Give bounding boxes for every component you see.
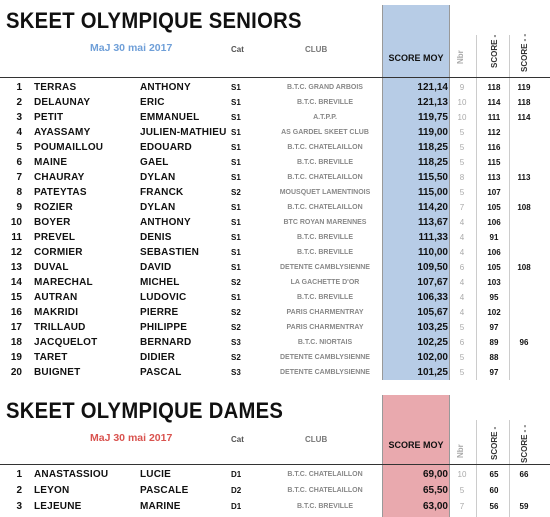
score-cell: 110,00 bbox=[417, 247, 448, 258]
nbr-cell: 7 bbox=[459, 203, 465, 212]
last-name-cell: LEJEUNE bbox=[34, 501, 82, 512]
score-cell: 109,50 bbox=[417, 262, 448, 273]
rank-cell: 3 bbox=[16, 112, 22, 123]
score1-cell: 103 bbox=[487, 278, 501, 287]
category-cell: S2 bbox=[231, 353, 241, 362]
rank-cell: 17 bbox=[10, 322, 22, 333]
nbr-cell: 10 bbox=[457, 470, 467, 479]
category-cell: S1 bbox=[231, 98, 241, 107]
club-cell: B.T.C. BREVILLE bbox=[296, 159, 353, 166]
score1-cell: 97 bbox=[489, 368, 499, 377]
score-cell: 113,67 bbox=[417, 217, 448, 228]
score-cell: 105,67 bbox=[417, 307, 448, 318]
first-name-cell: ERIC bbox=[140, 97, 165, 108]
score1-cell: 56 bbox=[489, 502, 499, 511]
last-name-cell: AUTRAN bbox=[34, 292, 78, 303]
update-date: MaJ 30 mai 2017 bbox=[90, 42, 173, 54]
club-cell: B.T.C. BREVILLE bbox=[296, 503, 353, 510]
table-row bbox=[0, 499, 550, 514]
score1-cell: 60 bbox=[489, 486, 499, 495]
first-name-cell: DIDIER bbox=[140, 352, 176, 363]
rank-cell: 13 bbox=[10, 262, 22, 273]
score-cell: 101,25 bbox=[417, 367, 448, 378]
score-cell: 69,00 bbox=[422, 469, 448, 480]
score-cell: 119,00 bbox=[417, 127, 448, 138]
first-name-cell: LUCIE bbox=[140, 469, 171, 480]
score1-cell: 88 bbox=[489, 353, 499, 362]
nbr-cell: 4 bbox=[459, 308, 465, 317]
score1-cell: 118 bbox=[487, 83, 501, 92]
category-cell: S1 bbox=[231, 143, 241, 152]
nbr-header: Nbr bbox=[456, 50, 465, 64]
score-cell: 102,25 bbox=[417, 337, 448, 348]
rank-cell: 12 bbox=[10, 247, 22, 258]
score1-cell: 91 bbox=[489, 233, 499, 242]
score2-cell: 114 bbox=[517, 113, 531, 122]
category-cell: S1 bbox=[231, 218, 241, 227]
club-cell: BTC ROYAN MARENNES bbox=[283, 219, 367, 226]
rank-cell: 3 bbox=[16, 501, 22, 512]
score-cell: 63,00 bbox=[422, 501, 448, 512]
category-cell: S3 bbox=[231, 368, 241, 377]
club-cell: B.T.C. BREVILLE bbox=[296, 249, 353, 256]
score1-cell: 102 bbox=[487, 308, 501, 317]
category-cell: D1 bbox=[231, 470, 242, 479]
score-cell: 119,75 bbox=[417, 112, 448, 123]
header-divider bbox=[0, 464, 550, 465]
score-cell: 107,67 bbox=[417, 277, 448, 288]
score1-cell: 116 bbox=[487, 143, 501, 152]
score2-cell: 118 bbox=[517, 98, 531, 107]
club-cell: DETENTE CAMBLYSIENNE bbox=[280, 264, 370, 271]
last-name-cell: CORMIER bbox=[34, 247, 83, 258]
last-name-cell: DUVAL bbox=[34, 262, 69, 273]
nbr-cell: 6 bbox=[459, 338, 465, 347]
score2-cell: 113 bbox=[517, 173, 531, 182]
last-name-cell: PREVEL bbox=[34, 232, 76, 243]
first-name-cell: EDOUARD bbox=[140, 142, 192, 153]
nbr-cell: 5 bbox=[459, 158, 465, 167]
nbr-cell: 5 bbox=[459, 368, 465, 377]
score2-cell: 108 bbox=[517, 263, 531, 272]
category-cell: S1 bbox=[231, 263, 241, 272]
table-row bbox=[0, 483, 550, 498]
score2-cell: 108 bbox=[517, 203, 531, 212]
score1-cell: 111 bbox=[487, 113, 501, 122]
first-name-cell: DYLAN bbox=[140, 202, 176, 213]
last-name-cell: JACQUELOT bbox=[34, 337, 98, 348]
nbr-cell: 5 bbox=[459, 486, 465, 495]
club-cell: DETENTE CAMBLYSIENNE bbox=[280, 369, 370, 376]
club-header: CLUB bbox=[305, 45, 328, 54]
score-cell: 106,33 bbox=[417, 292, 448, 303]
first-name-cell: DAVID bbox=[140, 262, 172, 273]
nbr-cell: 5 bbox=[459, 353, 465, 362]
first-name-cell: MICHEL bbox=[140, 277, 180, 288]
rank-cell: 4 bbox=[16, 127, 22, 138]
rank-cell: 2 bbox=[16, 485, 22, 496]
rank-cell: 20 bbox=[10, 367, 22, 378]
first-name-cell: DYLAN bbox=[140, 172, 176, 183]
section-title: SKEET OLYMPIQUE SENIORS bbox=[6, 8, 302, 33]
score-cell: 103,25 bbox=[417, 322, 448, 333]
first-name-cell: PASCALE bbox=[140, 485, 189, 496]
rank-cell: 19 bbox=[10, 352, 22, 363]
score1-header: SCORE - bbox=[490, 426, 499, 460]
score2-cell: 59 bbox=[519, 502, 529, 511]
rank-cell: 1 bbox=[16, 469, 22, 480]
last-name-cell: CHAURAY bbox=[34, 172, 85, 183]
club-cell: B.T.C. CHATELAILLON bbox=[287, 144, 363, 151]
score-header: SCORE MOY bbox=[388, 440, 444, 450]
score2-cell: 66 bbox=[519, 470, 529, 479]
club-cell: MOUSQUET LAMENTINOIS bbox=[279, 189, 371, 196]
first-name-cell: ANTHONY bbox=[140, 217, 191, 228]
first-name-cell: GAEL bbox=[140, 157, 169, 168]
last-name-cell: AYASSAMY bbox=[34, 127, 91, 138]
last-name-cell: LEYON bbox=[34, 485, 70, 496]
last-name-cell: MARECHAL bbox=[34, 277, 93, 288]
score1-header: SCORE - bbox=[490, 34, 499, 68]
score1-cell: 106 bbox=[487, 218, 501, 227]
club-cell: PARIS CHARMENTRAY bbox=[286, 309, 364, 316]
score-header: SCORE MOY bbox=[388, 53, 444, 63]
section-title: SKEET OLYMPIQUE DAMES bbox=[6, 398, 284, 423]
category-cell: D1 bbox=[231, 502, 242, 511]
first-name-cell: PIERRE bbox=[140, 307, 179, 318]
nbr-cell: 4 bbox=[459, 233, 465, 242]
rank-cell: 16 bbox=[10, 307, 22, 318]
rank-cell: 11 bbox=[11, 232, 22, 243]
score-cell: 65,50 bbox=[422, 485, 448, 496]
last-name-cell: BOYER bbox=[34, 217, 71, 228]
category-cell: S1 bbox=[231, 113, 241, 122]
score-cell: 114,20 bbox=[417, 202, 448, 213]
rank-cell: 9 bbox=[16, 202, 22, 213]
club-cell: B.T.C. CHATELAILLON bbox=[287, 487, 363, 494]
score1-cell: 114 bbox=[487, 98, 501, 107]
category-cell: S1 bbox=[231, 233, 241, 242]
score2-cell: 96 bbox=[519, 338, 529, 347]
nbr-header: Nbr bbox=[456, 444, 465, 458]
category-cell: S1 bbox=[231, 173, 241, 182]
category-cell: S3 bbox=[231, 338, 241, 347]
rank-cell: 1 bbox=[16, 82, 22, 93]
last-name-cell: MAINE bbox=[34, 157, 68, 168]
first-name-cell: JULIEN-MATHIEU bbox=[140, 127, 227, 138]
nbr-cell: 6 bbox=[459, 263, 465, 272]
first-name-cell: BERNARD bbox=[140, 337, 192, 348]
nbr-cell: 9 bbox=[459, 83, 465, 92]
table-row bbox=[0, 467, 550, 482]
first-name-cell: FRANCK bbox=[140, 187, 184, 198]
first-name-cell: PHILIPPE bbox=[140, 322, 188, 333]
last-name-cell: PATEYTAS bbox=[34, 187, 87, 198]
nbr-cell: 5 bbox=[459, 188, 465, 197]
score1-cell: 107 bbox=[487, 188, 501, 197]
club-header: CLUB bbox=[305, 435, 328, 444]
club-cell: B.T.C. CHATELAILLON bbox=[287, 204, 363, 211]
category-cell: S1 bbox=[231, 83, 241, 92]
score-cell: 121,14 bbox=[417, 82, 448, 93]
category-cell: D2 bbox=[231, 486, 242, 495]
score1-cell: 95 bbox=[489, 293, 499, 302]
score2-cell: 119 bbox=[517, 83, 531, 92]
score-cell: 118,25 bbox=[417, 157, 448, 168]
nbr-cell: 10 bbox=[457, 98, 467, 107]
score1-cell: 89 bbox=[489, 338, 499, 347]
rank-cell: 6 bbox=[16, 157, 22, 168]
score-cell: 102,00 bbox=[417, 352, 448, 363]
club-cell: B.T.C. BREVILLE bbox=[296, 234, 353, 241]
nbr-cell: 4 bbox=[459, 218, 465, 227]
score-cell: 118,25 bbox=[417, 142, 448, 153]
club-cell: B.T.C. CHATELAILLON bbox=[287, 471, 363, 478]
score1-cell: 65 bbox=[489, 470, 499, 479]
score1-cell: 106 bbox=[487, 248, 501, 257]
last-name-cell: TERRAS bbox=[34, 82, 77, 93]
score-cell: 111,33 bbox=[418, 232, 448, 243]
club-cell: AS GARDEL SKEET CLUB bbox=[281, 129, 369, 136]
club-cell: B.T.C. NIORTAIS bbox=[297, 339, 353, 346]
category-cell: S1 bbox=[231, 128, 241, 137]
rank-cell: 5 bbox=[16, 142, 22, 153]
rank-cell: 18 bbox=[10, 337, 22, 348]
score1-cell: 115 bbox=[487, 158, 501, 167]
nbr-cell: 10 bbox=[457, 113, 467, 122]
score1-cell: 97 bbox=[489, 323, 499, 332]
score1-cell: 112 bbox=[487, 128, 501, 137]
update-date: MaJ 30 mai 2017 bbox=[90, 432, 173, 444]
category-cell: S2 bbox=[231, 323, 241, 332]
category-cell: S2 bbox=[231, 188, 241, 197]
club-cell: A.T.P.P. bbox=[313, 114, 337, 121]
first-name-cell: DENIS bbox=[140, 232, 172, 243]
cat-header: Cat bbox=[231, 45, 244, 54]
category-cell: S1 bbox=[231, 158, 241, 167]
rank-cell: 7 bbox=[16, 172, 22, 183]
category-cell: S1 bbox=[231, 248, 241, 257]
first-name-cell: PASCAL bbox=[140, 367, 182, 378]
rank-cell: 10 bbox=[10, 217, 22, 228]
nbr-cell: 5 bbox=[459, 128, 465, 137]
first-name-cell: SEBASTIEN bbox=[140, 247, 200, 258]
club-cell: DETENTE CAMBLYSIENNE bbox=[280, 354, 370, 361]
rank-cell: 15 bbox=[10, 292, 22, 303]
last-name-cell: BUIGNET bbox=[34, 367, 81, 378]
nbr-cell: 7 bbox=[459, 502, 465, 511]
nbr-cell: 5 bbox=[459, 323, 465, 332]
first-name-cell: EMMANUEL bbox=[140, 112, 200, 123]
nbr-cell: 5 bbox=[459, 143, 465, 152]
score-cell: 115,00 bbox=[417, 187, 448, 198]
club-cell: LA GACHETTE D'OR bbox=[290, 279, 360, 286]
rank-cell: 2 bbox=[16, 97, 22, 108]
cat-header: Cat bbox=[231, 435, 244, 444]
category-cell: S2 bbox=[231, 308, 241, 317]
last-name-cell: ROZIER bbox=[34, 202, 73, 213]
club-cell: B.T.C. BREVILLE bbox=[296, 294, 353, 301]
nbr-cell: 4 bbox=[459, 293, 465, 302]
last-name-cell: MAKRIDI bbox=[34, 307, 79, 318]
first-name-cell: LUDOVIC bbox=[140, 292, 187, 303]
score-cell: 115,50 bbox=[417, 172, 448, 183]
first-name-cell: ANTHONY bbox=[140, 82, 191, 93]
last-name-cell: PETIT bbox=[34, 112, 64, 123]
category-cell: S2 bbox=[231, 278, 241, 287]
score1-cell: 113 bbox=[487, 173, 501, 182]
club-cell: B.T.C. GRAND ARBOIS bbox=[287, 84, 363, 91]
rank-cell: 14 bbox=[10, 277, 22, 288]
last-name-cell: DELAUNAY bbox=[34, 97, 91, 108]
nbr-cell: 4 bbox=[459, 248, 465, 257]
category-cell: S1 bbox=[231, 293, 241, 302]
score1-cell: 105 bbox=[487, 263, 501, 272]
last-name-cell: TARET bbox=[34, 352, 68, 363]
score2-header: SCORE - - bbox=[520, 424, 529, 463]
score1-cell: 105 bbox=[487, 203, 501, 212]
club-cell: B.T.C. BREVILLE bbox=[296, 99, 353, 106]
last-name-cell: TRILLAUD bbox=[34, 322, 86, 333]
club-cell: B.T.C. CHATELAILLON bbox=[287, 174, 363, 181]
score-cell: 121,13 bbox=[417, 97, 448, 108]
nbr-cell: 8 bbox=[459, 173, 465, 182]
last-name-cell: POUMAILLOU bbox=[34, 142, 104, 153]
nbr-cell: 4 bbox=[459, 278, 465, 287]
category-cell: S1 bbox=[231, 203, 241, 212]
rank-cell: 8 bbox=[16, 187, 22, 198]
club-cell: PARIS CHARMENTRAY bbox=[286, 324, 364, 331]
last-name-cell: ANASTASSIOU bbox=[34, 469, 109, 480]
first-name-cell: MARINE bbox=[140, 501, 181, 512]
score2-header: SCORE - - bbox=[520, 33, 529, 72]
